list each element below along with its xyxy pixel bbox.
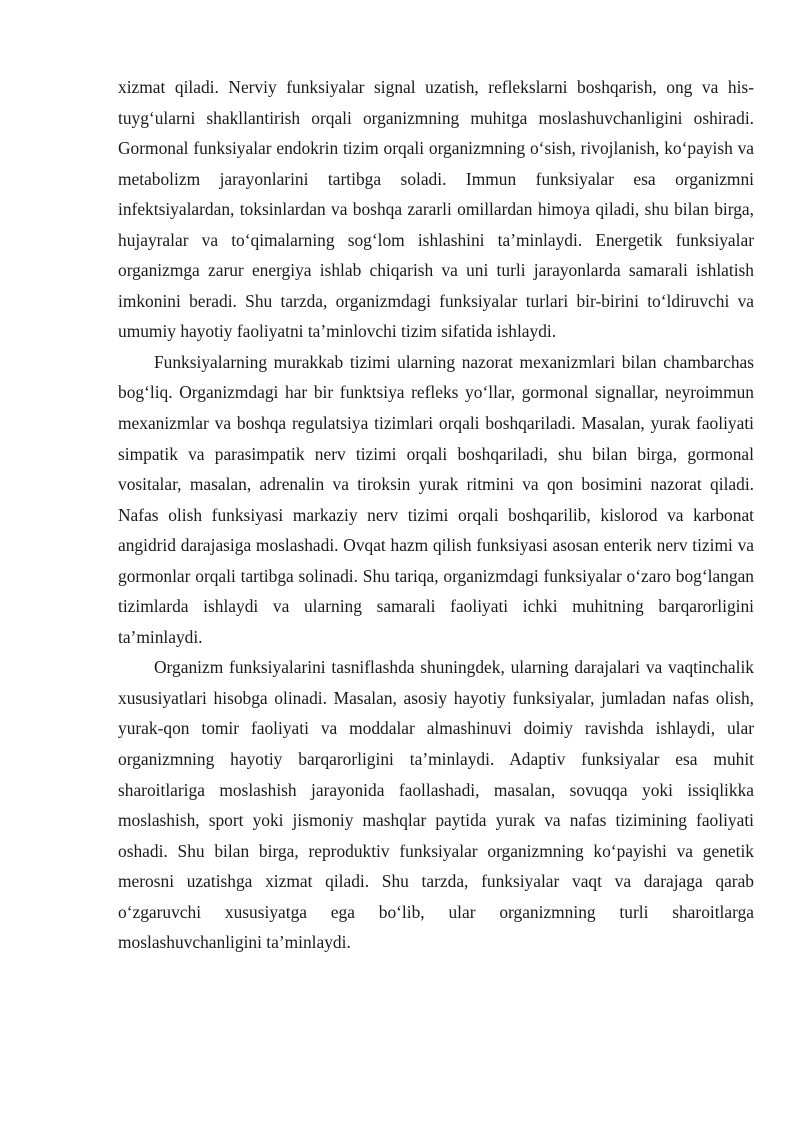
paragraph-control-mechanisms: Funksiyalarning murakkab tizimi ularning nazorat mexanizmlari bilan chambarchas bog‘liq. Organizmdagi har bir funktsiya refleks yo‘llar, gormonal signallar, neyroimmun mexanizmlar va boshqa regulatsiya tizimlari orqali boshqariladi. Masalan, yurak faoliyati simpatik va parasimpatik nerv tizimi orqali boshqariladi, shu bilan birga, gormonal vositalar, masalan, adrenalin va tiroksin yurak ritmini va qon bosimini nazorat qiladi. Nafas olish funksiyasi markaziy nerv tizimi orqali boshqarilib, kislorod va karbonat angidrid darajasiga moslashadi. Ovqat hazm qilish funksiyasi asosan enterik nerv tizimi va gormonlar orqali tartibga solinadi. Shu tariqa, organizmdagi funksiyalar o‘zaro bog‘langan tizimlarda ishlaydi va ularning samarali faoliyati ichki muhitning barqarorligini ta’minlaydi. [118,351,754,647]
paragraph-continuation: xizmat qiladi. Nerviy funksiyalar signal uzatish, reflekslarni boshqarish, ong va his-tuyg‘ularni shakllantirish orqali organizmning muhitga moslashuvchanligini oshiradi. Gormonal funksiyalar endokrin tizim orqali organizmning o‘sish, rivojlanish, ko‘payish va metabolizm jarayonlarini tartibga soladi. Immun funksiyalar esa organizmni infektsiyalardan, toksinlardan va boshqa zararli omillardan himoya qiladi, shu bilan birga, hujayralar va to‘qimalarning sog‘lom ishlashini ta’minlaydi. Energetik funksiyalar organizmga zarur energiya ishlab chiqarish va uni turli jarayonlarda samarali ishlatish imkonini beradi. Shu tarzda, organizmdagi funksiyalar turlari bir-birini to‘ldiruvchi va umumiy hayotiy faoliyatni ta’minlovchi tizim sifatida ishlaydi. [118,77,754,342]
paragraph-classification: Organizm funksiyalarini tasniflashda shuningdek, ularning darajalari va vaqtinchalik xususiyatlari hisobga olinadi. Masalan, asosiy hayotiy funksiyalar, jumladan nafas olish, yurak-qon tomir faoliyati va moddalar almashinuvi doimiy ravishda ishlaydi, ular organizmning hayotiy barqarorligini ta’minlaydi. Adaptiv funksiyalar esa muhit sharoitlariga moslashish jarayonida faollashadi, masalan, sovuqqa yoki issiqlikka moslashish, sport yoki jismoniy mashqlar paytida yurak va nafas tizimining faoliyati oshadi. Shu bilan birga, reproduktiv funksiyalar organizmning ko‘payishi va genetik merosni uzatishga xizmat qiladi. Shu tarzda, funksiyalar vaqt va darajaga qarab o‘zgaruvchi xususiyatga ega bo‘lib, ular organizmning turli sharoitlarga moslashuvchanligini ta’minlaydi. [118,657,754,953]
document-page [118,72,754,958]
